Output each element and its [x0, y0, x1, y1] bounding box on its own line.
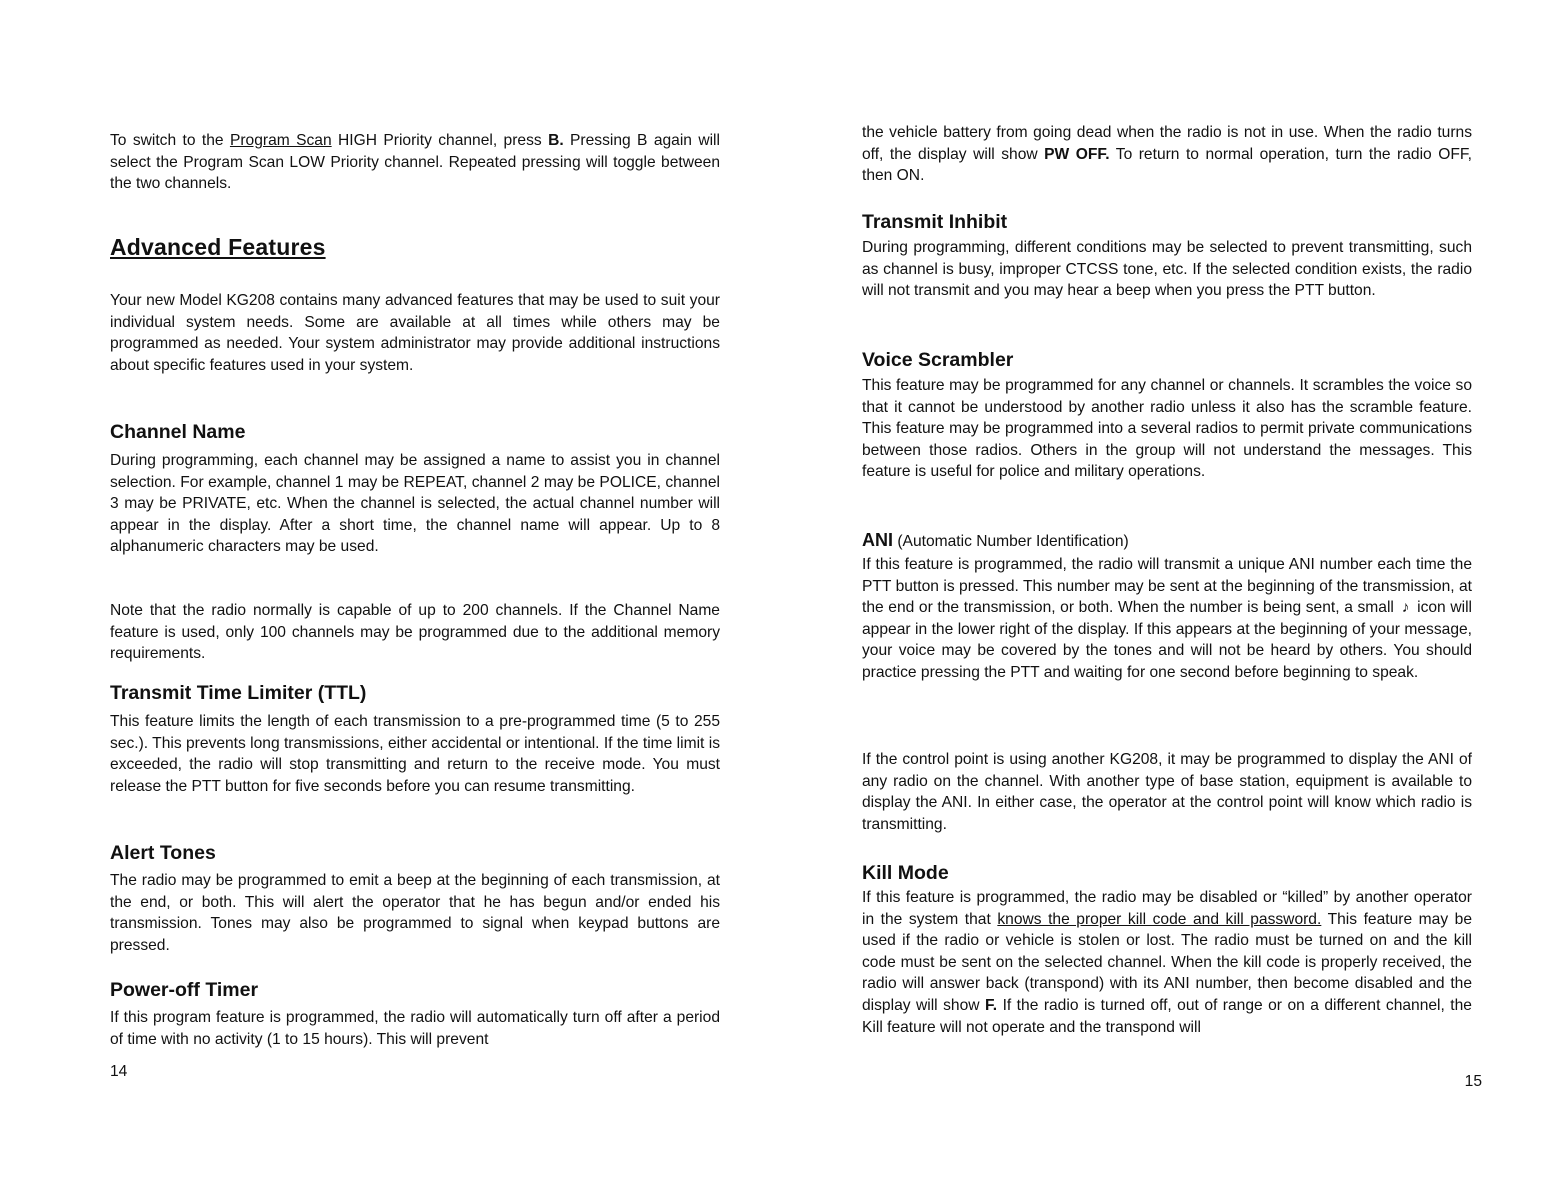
kill-mode-heading: Kill Mode [862, 862, 949, 884]
advanced-features-heading: Advanced Features [110, 234, 326, 260]
transmit-inhibit-paragraph [862, 237, 1472, 302]
kill-code-underline: knows the proper kill code and kill password. [997, 910, 1322, 928]
power-off-timer-heading: Power-off Timer [110, 979, 259, 1001]
page-number-left: 14 [110, 1063, 128, 1080]
ani-text-post: icon will appear in the lower right of the display. If this appears at the beginning of your message, your voice may be covered by the tones and will not be heard by others. You should practice pressing the PTT and waiting for one second before beginning to speak. [862, 599, 1472, 681]
key-b: B. [548, 132, 564, 149]
channel-name-paragraph [110, 450, 720, 558]
pw-off-label: PW OFF. [1044, 145, 1110, 163]
ttl-paragraph [110, 711, 720, 797]
channel-name-heading: Channel Name [110, 421, 246, 443]
note-icon: ♪ [1401, 599, 1410, 617]
alert-tones-heading: Alert Tones [110, 842, 216, 864]
page-number-right: 15 [1464, 1073, 1482, 1090]
ani-heading-row [862, 530, 1472, 553]
channel-limit-text: Note that the radio normally is capable of up to 200 channels. If the Channel Name feature is used, only 100 channels may be programmed due to the additional memory requirements. [110, 602, 720, 663]
transmit-inhibit-heading: Transmit Inhibit [862, 211, 1008, 233]
alert-tones-paragraph [110, 870, 720, 956]
intro-paragraph [110, 130, 720, 195]
continued-paragraph [862, 122, 1472, 187]
ani-paragraph [862, 554, 1472, 684]
ani-text: If this feature is programmed, the radio will transmit a unique ANI number each time the PTT button is pressed. This number may be sent at the beginning of the transmission, at the end or the transmission, or both. When the number is being sent, a small [862, 556, 1472, 617]
channel-name-text: During programming, each channel may be assigned a name to assist you in channel selection. For example, channel 1 may be REPEAT, channel 2 may be POLICE, channel 3 may be PRIVATE, etc. When the channel is selected, the actual channel number will appear in the display. After a short time, the channel name will appear. Up to 8 alphanumeric characters may be used. [110, 452, 720, 556]
kill-mode-paragraph [862, 887, 1472, 1038]
ani-subtitle: (Automatic Number Identification) [897, 533, 1129, 550]
kill-mode-text-mid: This feature may be used if the radio or vehicle is stolen or lost. The radio must be turned on and the kill code must be sent on the selected channel. When the kill code is properly received, the radio will answer back (transpond) with its ANI number, then become disabled and the display will show [862, 910, 1472, 1014]
ani-heading: ANI [862, 530, 893, 550]
display-f-label: F. [984, 996, 998, 1014]
intro-text-mid: HIGH Priority channel, press [331, 132, 549, 149]
ttl-heading: Transmit Time Limiter (TTL) [110, 682, 367, 704]
intro-text: To switch to the [110, 132, 230, 149]
kill-mode-text: If this feature is programmed, the radio may be disabled or “killed” by another operator in the system that [862, 889, 1472, 928]
ani-control-paragraph [862, 749, 1472, 835]
power-off-timer-paragraph [110, 1007, 720, 1050]
voice-scrambler-heading: Voice Scrambler [862, 349, 1014, 371]
advanced-features-text: Your new Model KG208 contains many advanced features that may be used to suit your individual system needs. Some are available at all times while others may be programmed as needed. Your system administrator may provide additional instructions about specific features used in your system. [110, 292, 720, 374]
ani-control-text: If the control point is using another KG208, it may be programmed to display the ANI of any radio on the channel. With another type of base station, equipment is available to display the ANI. In either case, the operator at the control point will know which radio is transmitting. [862, 751, 1472, 833]
continued-text: the vehicle battery from going dead when the radio is not in use. When the radio turns off, the display will show [862, 124, 1472, 163]
ttl-text: This feature limits the length of each transmission to a pre-programmed time (5 to 255 sec.). This prevents long transmissions, either accidental or intentional. If the time limit is exceeded, the radio will stop transmitting and return to the receive mode. You must release the PTT button for five seconds before you can resume transmitting. [110, 713, 720, 795]
voice-scrambler-paragraph [862, 375, 1472, 483]
intro-text-post: Pressing B again will select the Program Scan LOW Priority channel. Repeated pressing will toggle between the two channels. [110, 132, 720, 193]
alert-tones-text: The radio may be programmed to emit a beep at the beginning of each transmission, at the end, or both. This will alert the operator that he has begun and/or ended his transmission. Tones may also be programmed to signal when keypad buttons are pressed. [110, 872, 720, 954]
power-off-timer-text: If this program feature is programmed, the radio will automatically turn off after a period of time with no activity (1 to 15 hours). This will prevent [110, 1009, 720, 1048]
continued-text-post: To return to normal operation, turn the radio OFF, then ON. [862, 145, 1472, 185]
transmit-inhibit-text: During programming, different conditions may be selected to prevent transmitting, such as channel is busy, improper CTCSS tone, etc. If the selected condition exists, the radio will not transmit and you may hear a beep when you press the PTT button. [862, 239, 1472, 300]
channel-limit-paragraph [110, 600, 720, 665]
program-scan-link[interactable]: Program Scan [229, 132, 332, 149]
advanced-features-paragraph [110, 290, 720, 376]
kill-mode-text-post: If the radio is turned off, out of range or on a different channel, the Kill feature will not operate and the transpond will [862, 996, 1472, 1036]
voice-scrambler-text: This feature may be programmed for any channel or channels. It scrambles the voice so that it cannot be understood by another radio unless it also has the scramble feature. This feature may be programmed into a several radios to permit private communications between those radios. Others in the group will not understand the messages. This feature is useful for police and military operations. [862, 377, 1472, 481]
